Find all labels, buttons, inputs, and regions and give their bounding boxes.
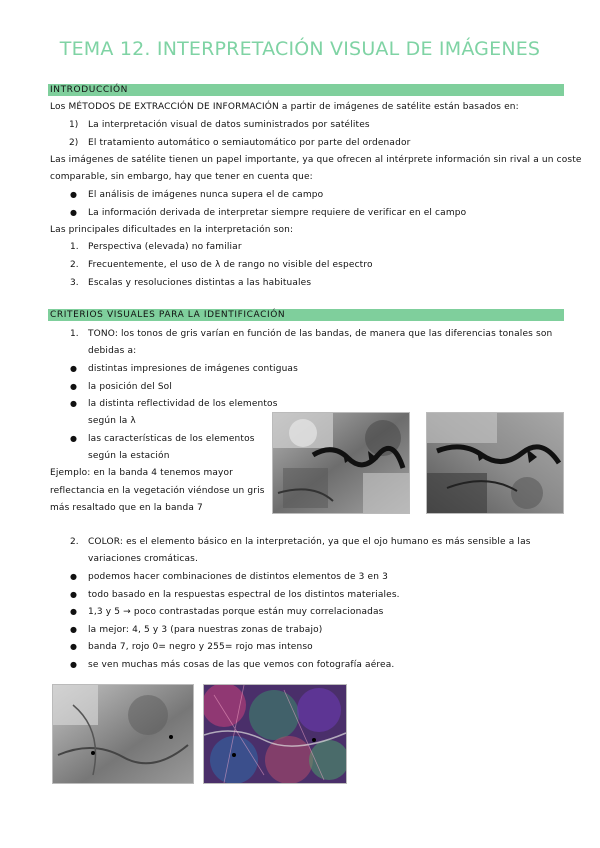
bullet-icon: ●: [70, 364, 77, 373]
list-number: 1.: [70, 242, 79, 252]
bullet-icon: ●: [70, 208, 77, 217]
example-text: más resaltado que en la banda 7: [50, 503, 203, 513]
bullet-icon: ●: [70, 642, 77, 651]
list-item: Perspectiva (elevada) no familiar: [88, 242, 242, 252]
list-item: 1,3 y 5 → poco contrastadas porque están muy correlacionadas: [88, 607, 384, 617]
list-item-cont: según la λ: [88, 416, 136, 426]
list-item: El tratamiento automático o semiautomático por parte del ordenador: [88, 138, 411, 148]
intro-paragraph-1: Los MÉTODOS DE EXTRACCIÓN DE INFORMACIÓN a partir de imágenes de satélite están basados en:: [50, 102, 519, 112]
intro-paragraph-2-cont: comparable, sin embargo, hay que tener en cuenta que:: [50, 172, 313, 182]
example-text: reflectancia en la vegetación viéndose un gris: [50, 486, 265, 496]
intro-paragraph-3: Las principales dificultades en la interpretación son:: [50, 225, 294, 235]
bullet-icon: ●: [70, 434, 77, 443]
intro-paragraph-2: Las imágenes de satélite tienen un papel importante, ya que ofrecen al intérprete información sin rival a un coste: [50, 155, 582, 165]
list-item: distintas impresiones de imágenes contiguas: [88, 364, 298, 374]
list-item: todo basado en la respuestas espectral de los distintos materiales.: [88, 590, 400, 600]
satellite-image-band-7: [426, 412, 564, 514]
bullet-icon: ●: [70, 399, 77, 408]
list-number: 3.: [70, 278, 79, 288]
list-item: las características de los elementos: [88, 434, 255, 444]
list-number: 1): [69, 120, 79, 130]
satellite-image-false-color: [203, 684, 347, 784]
bullet-icon: ●: [70, 607, 77, 616]
list-item: La información derivada de interpretar siempre requiere de verificar en el campo: [88, 208, 467, 218]
example-text: Ejemplo: en la banda 4 tenemos mayor: [50, 468, 234, 478]
list-number: 2.: [70, 537, 79, 547]
list-item: Frecuentemente, el uso de λ de rango no visible del espectro: [88, 260, 373, 270]
satellite-image-grayscale: [52, 684, 194, 784]
section-heading-criteria: CRITERIOS VISUALES PARA LA IDENTIFICACIÓN: [48, 309, 564, 321]
bullet-icon: ●: [70, 382, 77, 391]
list-item: se ven muchas más cosas de las que vemos con fotografía aérea.: [88, 660, 395, 670]
bullet-icon: ●: [70, 190, 77, 199]
list-item: la mejor: 4, 5 y 3 (para nuestras zonas de trabajo): [88, 625, 323, 635]
list-number: 2.: [70, 260, 79, 270]
list-number: 1.: [70, 329, 79, 339]
list-item: La interpretación visual de datos suministrados por satélites: [88, 120, 370, 130]
list-item: podemos hacer combinaciones de distintos elementos de 3 en 3: [88, 572, 388, 582]
page-title: TEMA 12. INTERPRETACIÓN VISUAL DE IMÁGENES: [59, 38, 541, 60]
list-item: Escalas y resoluciones distintas a las habituales: [88, 278, 312, 288]
list-item-cont: según la estación: [88, 451, 170, 461]
list-item: banda 7, rojo 0= negro y 255= rojo mas intenso: [88, 642, 313, 652]
bullet-icon: ●: [70, 660, 77, 669]
tono-text: TONO: los tonos de gris varían en función de las bandas, de manera que las diferencias tonales son: [88, 329, 553, 339]
list-number: 2): [69, 138, 79, 148]
list-item: la posición del Sol: [88, 382, 172, 392]
list-item: la distinta reflectividad de los elementos: [88, 399, 278, 409]
tono-text-cont: debidas a:: [88, 346, 137, 356]
section-heading-intro: INTRODUCCIÓN: [48, 84, 564, 96]
list-item: El análisis de imágenes nunca supera el de campo: [88, 190, 324, 200]
bullet-icon: ●: [70, 625, 77, 634]
bullet-icon: ●: [70, 572, 77, 581]
bullet-icon: ●: [70, 590, 77, 599]
satellite-image-band-4: [272, 412, 410, 514]
color-text: COLOR: es el elemento básico en la interpretación, ya que el ojo humano es más sensible a las: [88, 537, 531, 547]
color-text-cont: variaciones cromáticas.: [88, 554, 199, 564]
